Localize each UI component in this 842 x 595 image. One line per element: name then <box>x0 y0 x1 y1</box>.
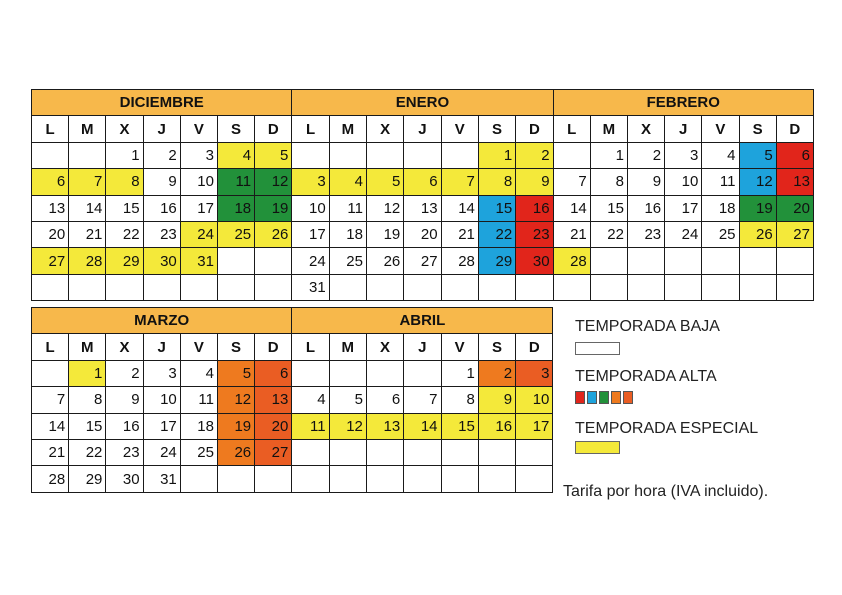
empty-cell <box>366 466 403 492</box>
day-cell-diciembre-20: 20 <box>32 221 69 247</box>
empty-cell <box>32 360 69 386</box>
day-cell-febrero-21: 21 <box>553 221 590 247</box>
day-cell-abril-7: 7 <box>404 387 441 413</box>
day-cell-enero-25: 25 <box>329 248 366 274</box>
day-cell-abril-13: 13 <box>366 413 403 439</box>
day-cell-diciembre-27: 27 <box>32 248 69 274</box>
day-cell-enero-22: 22 <box>478 221 515 247</box>
empty-cell <box>441 274 478 300</box>
day-cell-diciembre-24: 24 <box>180 221 217 247</box>
day-cell-abril-11: 11 <box>292 413 329 439</box>
weekday-label: L <box>32 334 69 360</box>
weekday-label: V <box>702 116 739 142</box>
empty-cell <box>739 274 776 300</box>
month-header-marzo: MARZO <box>32 308 292 334</box>
empty-cell <box>665 274 702 300</box>
day-cell-diciembre-7: 7 <box>69 169 106 195</box>
day-cell-enero-30: 30 <box>516 248 553 274</box>
day-cell-abril-14: 14 <box>404 413 441 439</box>
day-cell-marzo-23: 23 <box>106 439 143 465</box>
day-cell-enero-21: 21 <box>441 221 478 247</box>
empty-cell <box>553 274 590 300</box>
weekday-label: X <box>366 334 403 360</box>
week-row <box>32 274 814 300</box>
weekday-label: L <box>292 116 329 142</box>
day-cell-febrero-7: 7 <box>553 169 590 195</box>
day-cell-diciembre-23: 23 <box>143 221 180 247</box>
empty-cell <box>404 274 441 300</box>
day-cell-diciembre-26: 26 <box>255 221 292 247</box>
weekday-label: X <box>106 334 143 360</box>
day-cell-abril-5: 5 <box>329 387 366 413</box>
month-header-enero: ENERO <box>292 90 553 116</box>
tariff-note: Tarifa por hora (IVA incluido). <box>563 483 769 500</box>
week-row <box>32 360 553 386</box>
empty-cell <box>516 466 553 492</box>
day-cell-enero-5: 5 <box>366 169 403 195</box>
empty-cell <box>329 439 366 465</box>
weekday-label: M <box>329 334 366 360</box>
day-cell-diciembre-16: 16 <box>143 195 180 221</box>
day-cell-diciembre-28: 28 <box>69 248 106 274</box>
day-cell-enero-8: 8 <box>478 169 515 195</box>
empty-cell <box>69 142 106 168</box>
day-cell-diciembre-17: 17 <box>180 195 217 221</box>
day-cell-febrero-12: 12 <box>739 169 776 195</box>
day-cell-febrero-1: 1 <box>590 142 627 168</box>
empty-cell <box>329 466 366 492</box>
weekday-label: M <box>590 116 627 142</box>
weekday-label: D <box>516 334 553 360</box>
day-cell-marzo-21: 21 <box>32 439 69 465</box>
day-cell-marzo-19: 19 <box>217 413 254 439</box>
weekday-label: S <box>217 116 254 142</box>
empty-cell <box>516 439 553 465</box>
day-cell-marzo-25: 25 <box>180 439 217 465</box>
empty-cell <box>180 274 217 300</box>
week-row <box>32 248 814 274</box>
day-cell-enero-7: 7 <box>441 169 478 195</box>
day-cell-enero-13: 13 <box>404 195 441 221</box>
weekday-label: J <box>404 334 441 360</box>
empty-cell <box>217 466 254 492</box>
day-cell-diciembre-15: 15 <box>106 195 143 221</box>
day-cell-marzo-6: 6 <box>255 360 292 386</box>
day-cell-diciembre-25: 25 <box>217 221 254 247</box>
empty-cell <box>441 142 478 168</box>
empty-cell <box>404 360 441 386</box>
day-cell-marzo-13: 13 <box>255 387 292 413</box>
day-cell-febrero-18: 18 <box>702 195 739 221</box>
day-cell-enero-24: 24 <box>292 248 329 274</box>
empty-cell <box>143 274 180 300</box>
day-cell-marzo-22: 22 <box>69 439 106 465</box>
empty-cell <box>292 466 329 492</box>
weekday-label: M <box>69 334 106 360</box>
empty-cell <box>441 439 478 465</box>
empty-cell <box>255 274 292 300</box>
day-cell-enero-31: 31 <box>292 274 329 300</box>
day-cell-enero-28: 28 <box>441 248 478 274</box>
weekday-label: S <box>478 116 515 142</box>
calendar-top-days <box>32 142 814 300</box>
empty-cell <box>553 142 590 168</box>
legend-temporada-alta: TEMPORADA ALTA <box>575 368 717 385</box>
weekday-label: S <box>739 116 776 142</box>
day-cell-marzo-30: 30 <box>106 466 143 492</box>
day-cell-diciembre-22: 22 <box>106 221 143 247</box>
day-cell-enero-15: 15 <box>478 195 515 221</box>
day-cell-marzo-15: 15 <box>69 413 106 439</box>
day-cell-diciembre-31: 31 <box>180 248 217 274</box>
day-cell-enero-11: 11 <box>329 195 366 221</box>
weekday-label: L <box>553 116 590 142</box>
empty-cell <box>776 274 813 300</box>
day-cell-marzo-11: 11 <box>180 387 217 413</box>
day-cell-febrero-14: 14 <box>553 195 590 221</box>
day-cell-febrero-3: 3 <box>665 142 702 168</box>
empty-cell <box>255 248 292 274</box>
weekday-label: X <box>106 116 143 142</box>
day-cell-marzo-1: 1 <box>69 360 106 386</box>
empty-cell <box>665 248 702 274</box>
empty-cell <box>478 274 515 300</box>
day-cell-abril-3: 3 <box>516 360 553 386</box>
day-cell-marzo-5: 5 <box>217 360 254 386</box>
day-cell-febrero-4: 4 <box>702 142 739 168</box>
day-cell-abril-2: 2 <box>478 360 515 386</box>
day-cell-diciembre-13: 13 <box>32 195 69 221</box>
week-row <box>32 466 553 492</box>
day-cell-diciembre-3: 3 <box>180 142 217 168</box>
day-cell-marzo-24: 24 <box>143 439 180 465</box>
day-cell-febrero-11: 11 <box>702 169 739 195</box>
day-cell-febrero-2: 2 <box>627 142 664 168</box>
day-cell-febrero-26: 26 <box>739 221 776 247</box>
month-header-abril: ABRIL <box>292 308 553 334</box>
weekday-label: M <box>69 116 106 142</box>
day-cell-marzo-16: 16 <box>106 413 143 439</box>
day-cell-febrero-9: 9 <box>627 169 664 195</box>
day-cell-marzo-27: 27 <box>255 439 292 465</box>
empty-cell <box>702 248 739 274</box>
day-cell-diciembre-21: 21 <box>69 221 106 247</box>
day-cell-marzo-2: 2 <box>106 360 143 386</box>
day-cell-febrero-19: 19 <box>739 195 776 221</box>
weekday-label: X <box>627 116 664 142</box>
weekday-label: L <box>292 334 329 360</box>
day-cell-marzo-26: 26 <box>217 439 254 465</box>
empty-cell <box>441 466 478 492</box>
day-cell-diciembre-14: 14 <box>69 195 106 221</box>
day-cell-marzo-31: 31 <box>143 466 180 492</box>
day-cell-marzo-20: 20 <box>255 413 292 439</box>
day-cell-enero-29: 29 <box>478 248 515 274</box>
calendar-bottom <box>31 307 553 493</box>
weekday-label: D <box>516 116 553 142</box>
empty-cell <box>702 274 739 300</box>
day-cell-abril-17: 17 <box>516 413 553 439</box>
day-cell-enero-17: 17 <box>292 221 329 247</box>
day-cell-marzo-28: 28 <box>32 466 69 492</box>
empty-cell <box>292 439 329 465</box>
empty-cell <box>69 274 106 300</box>
day-cell-diciembre-1: 1 <box>106 142 143 168</box>
day-cell-enero-14: 14 <box>441 195 478 221</box>
weekday-label: J <box>404 116 441 142</box>
day-cell-enero-20: 20 <box>404 221 441 247</box>
empty-cell <box>590 248 627 274</box>
day-cell-marzo-4: 4 <box>180 360 217 386</box>
weekday-label: V <box>441 334 478 360</box>
week-row <box>32 387 553 413</box>
empty-cell <box>366 360 403 386</box>
legend-swatch-alta-segment <box>575 391 585 404</box>
day-cell-febrero-23: 23 <box>627 221 664 247</box>
weekday-label: L <box>32 116 69 142</box>
week-row <box>32 195 814 221</box>
day-cell-diciembre-29: 29 <box>106 248 143 274</box>
day-cell-diciembre-30: 30 <box>143 248 180 274</box>
weekday-label: M <box>329 116 366 142</box>
day-cell-diciembre-11: 11 <box>217 169 254 195</box>
day-cell-marzo-14: 14 <box>32 413 69 439</box>
day-cell-febrero-13: 13 <box>776 169 813 195</box>
legend-swatch-alta-segment <box>623 391 633 404</box>
empty-cell <box>217 248 254 274</box>
day-cell-diciembre-8: 8 <box>106 169 143 195</box>
day-cell-abril-1: 1 <box>441 360 478 386</box>
day-cell-abril-9: 9 <box>478 387 515 413</box>
empty-cell <box>180 466 217 492</box>
day-cell-enero-18: 18 <box>329 221 366 247</box>
empty-cell <box>32 274 69 300</box>
day-cell-enero-23: 23 <box>516 221 553 247</box>
empty-cell <box>404 142 441 168</box>
empty-cell <box>292 142 329 168</box>
day-cell-enero-27: 27 <box>404 248 441 274</box>
day-cell-febrero-16: 16 <box>627 195 664 221</box>
day-cell-marzo-8: 8 <box>69 387 106 413</box>
legend-swatch-alta-segment <box>587 391 597 404</box>
day-cell-febrero-10: 10 <box>665 169 702 195</box>
weekday-label: J <box>143 116 180 142</box>
empty-cell <box>478 466 515 492</box>
day-cell-diciembre-4: 4 <box>217 142 254 168</box>
empty-cell <box>366 439 403 465</box>
empty-cell <box>739 248 776 274</box>
legend-temporada-especial: TEMPORADA ESPECIAL <box>575 420 759 437</box>
calendar-bottom-days <box>32 360 553 492</box>
legend-swatch-especial <box>575 441 620 454</box>
empty-cell <box>516 274 553 300</box>
weekday-label: X <box>366 116 403 142</box>
empty-cell <box>590 274 627 300</box>
weekday-label: S <box>217 334 254 360</box>
day-cell-diciembre-10: 10 <box>180 169 217 195</box>
empty-cell <box>329 360 366 386</box>
day-cell-marzo-7: 7 <box>32 387 69 413</box>
week-row <box>32 413 553 439</box>
day-cell-enero-12: 12 <box>366 195 403 221</box>
day-cell-diciembre-2: 2 <box>143 142 180 168</box>
empty-cell <box>404 466 441 492</box>
week-row <box>32 169 814 195</box>
legend-swatch-alta <box>575 391 635 404</box>
day-cell-marzo-17: 17 <box>143 413 180 439</box>
empty-cell <box>329 142 366 168</box>
day-cell-enero-3: 3 <box>292 169 329 195</box>
legend-temporada-baja: TEMPORADA BAJA <box>575 318 720 335</box>
day-cell-enero-6: 6 <box>404 169 441 195</box>
weekday-label: V <box>441 116 478 142</box>
day-cell-diciembre-12: 12 <box>255 169 292 195</box>
day-cell-enero-2: 2 <box>516 142 553 168</box>
day-cell-febrero-28: 28 <box>553 248 590 274</box>
month-header-febrero: FEBRERO <box>553 90 813 116</box>
empty-cell <box>404 439 441 465</box>
calendar-top <box>31 89 814 301</box>
day-cell-marzo-10: 10 <box>143 387 180 413</box>
day-cell-enero-1: 1 <box>478 142 515 168</box>
empty-cell <box>329 274 366 300</box>
day-cell-abril-16: 16 <box>478 413 515 439</box>
weekday-label: V <box>180 334 217 360</box>
day-cell-febrero-22: 22 <box>590 221 627 247</box>
day-cell-febrero-27: 27 <box>776 221 813 247</box>
day-cell-marzo-3: 3 <box>143 360 180 386</box>
day-cell-enero-9: 9 <box>516 169 553 195</box>
day-cell-enero-26: 26 <box>366 248 403 274</box>
day-cell-diciembre-19: 19 <box>255 195 292 221</box>
legend-swatch-alta-segment <box>611 391 621 404</box>
day-cell-diciembre-18: 18 <box>217 195 254 221</box>
day-cell-febrero-6: 6 <box>776 142 813 168</box>
weekday-label: V <box>180 116 217 142</box>
weekday-label: D <box>776 116 813 142</box>
day-cell-marzo-29: 29 <box>69 466 106 492</box>
day-cell-febrero-8: 8 <box>590 169 627 195</box>
day-cell-abril-8: 8 <box>441 387 478 413</box>
legend-swatch-alta-segment <box>599 391 609 404</box>
empty-cell <box>776 248 813 274</box>
empty-cell <box>292 360 329 386</box>
day-cell-enero-4: 4 <box>329 169 366 195</box>
empty-cell <box>366 274 403 300</box>
day-cell-abril-4: 4 <box>292 387 329 413</box>
weekday-label: D <box>255 116 292 142</box>
day-cell-febrero-17: 17 <box>665 195 702 221</box>
day-cell-diciembre-6: 6 <box>32 169 69 195</box>
day-cell-abril-15: 15 <box>441 413 478 439</box>
day-cell-marzo-12: 12 <box>217 387 254 413</box>
day-cell-febrero-25: 25 <box>702 221 739 247</box>
empty-cell <box>217 274 254 300</box>
day-cell-diciembre-9: 9 <box>143 169 180 195</box>
day-cell-marzo-9: 9 <box>106 387 143 413</box>
month-header-diciembre: DICIEMBRE <box>32 90 292 116</box>
day-cell-enero-10: 10 <box>292 195 329 221</box>
day-cell-febrero-15: 15 <box>590 195 627 221</box>
day-cell-febrero-20: 20 <box>776 195 813 221</box>
day-cell-febrero-5: 5 <box>739 142 776 168</box>
day-cell-enero-19: 19 <box>366 221 403 247</box>
day-cell-diciembre-5: 5 <box>255 142 292 168</box>
empty-cell <box>627 274 664 300</box>
week-row <box>32 439 553 465</box>
weekday-label: S <box>478 334 515 360</box>
weekday-label: J <box>665 116 702 142</box>
weekday-label: J <box>143 334 180 360</box>
empty-cell <box>106 274 143 300</box>
empty-cell <box>627 248 664 274</box>
day-cell-enero-16: 16 <box>516 195 553 221</box>
empty-cell <box>32 142 69 168</box>
week-row <box>32 221 814 247</box>
day-cell-febrero-24: 24 <box>665 221 702 247</box>
week-row <box>32 142 814 168</box>
empty-cell <box>478 439 515 465</box>
day-cell-abril-12: 12 <box>329 413 366 439</box>
empty-cell <box>366 142 403 168</box>
day-cell-abril-10: 10 <box>516 387 553 413</box>
weekday-label: D <box>255 334 292 360</box>
day-cell-abril-6: 6 <box>366 387 403 413</box>
legend-swatch-baja <box>575 342 620 355</box>
day-cell-marzo-18: 18 <box>180 413 217 439</box>
empty-cell <box>255 466 292 492</box>
